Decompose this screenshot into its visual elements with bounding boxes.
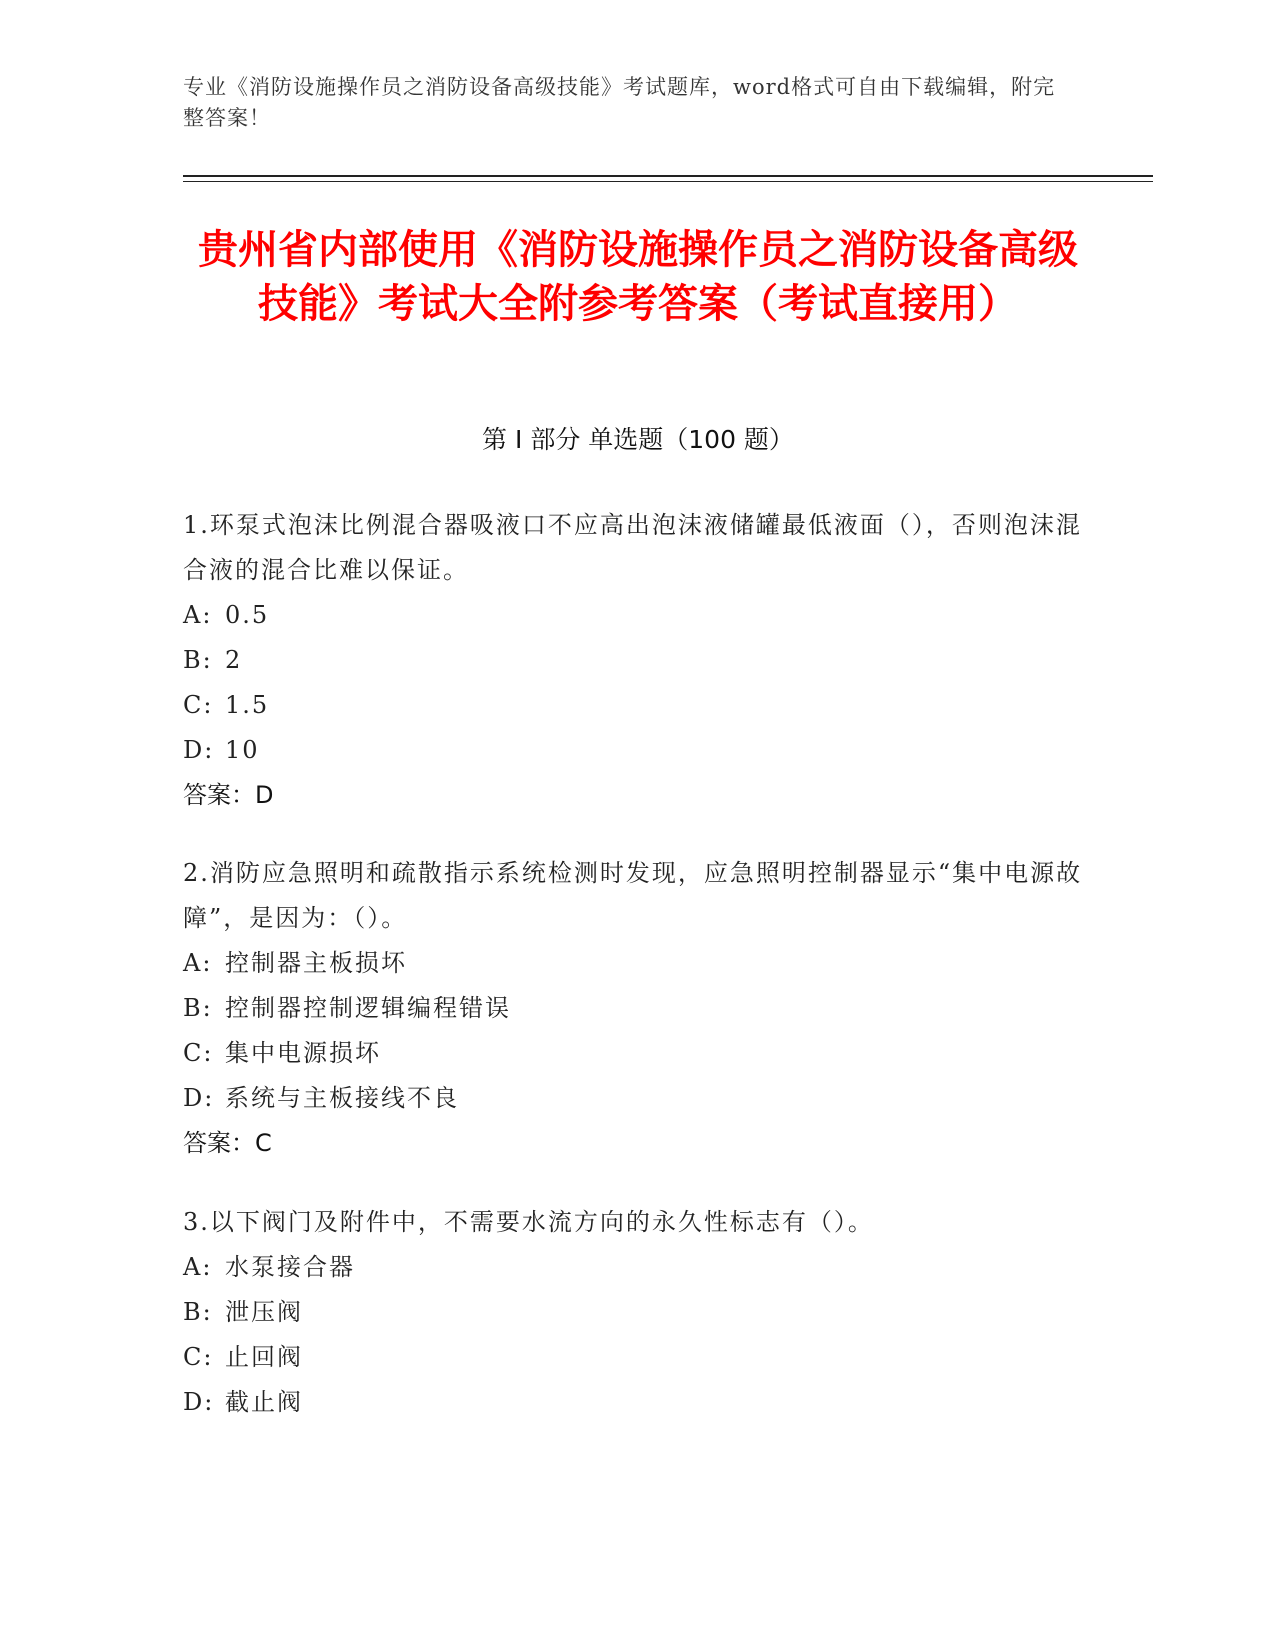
section-heading: 第 I 部分 单选题（100 题） [482, 425, 794, 454]
option-b [183, 986, 1083, 1031]
option-a [183, 593, 1083, 638]
question-stem: 3.以下阀门及附件中，不需要水流方向的永久性标志有（）。 [183, 1208, 874, 1236]
option-a [183, 941, 1083, 986]
option-c [183, 1031, 1083, 1076]
option-d [183, 1076, 1083, 1121]
option-b [183, 1290, 1083, 1335]
option-label: A: [183, 601, 213, 629]
option-text: 泄压阀 [225, 1298, 303, 1326]
option-text: 0.5 [225, 601, 270, 629]
option-label: C: [183, 691, 214, 719]
option-label: A: [183, 1253, 213, 1281]
option-label: D: [183, 1388, 215, 1416]
option-text: 止回阀 [225, 1343, 303, 1371]
option-b [183, 638, 1083, 683]
question-stem: 2.消防应急照明和疏散指示系统检测时发现，应急照明控制器显示“集中电源故障”，是因为：（）。 [183, 859, 1083, 932]
question-2 [183, 851, 1083, 1166]
option-label: C: [183, 1039, 214, 1067]
option-text: 1.5 [225, 691, 270, 719]
option-c [183, 1335, 1083, 1380]
option-d [183, 728, 1083, 773]
option-a [183, 1245, 1083, 1290]
option-d [183, 1380, 1083, 1425]
header-note: 专业《消防设施操作员之消防设备高级技能》考试题库，word格式可自由下载编辑，附完整答案！ [183, 75, 1056, 130]
option-text: 截止阀 [225, 1388, 303, 1416]
option-text: 10 [225, 736, 260, 764]
option-label: B: [183, 646, 213, 674]
option-text: 水泵接合器 [225, 1253, 355, 1281]
option-label: D: [183, 736, 215, 764]
option-label: B: [183, 994, 213, 1022]
option-c [183, 683, 1083, 728]
option-text: 控制器控制逻辑编程错误 [225, 994, 511, 1022]
header-rule-thin [183, 181, 1153, 182]
question-1 [183, 503, 1083, 818]
option-text: 系统与主板接线不良 [225, 1084, 459, 1112]
option-text: 集中电源损坏 [225, 1039, 381, 1067]
document-title: 贵州省内部使用《消防设施操作员之消防设备高级技能》考试大全附参考答案（考试直接用） [198, 227, 1078, 327]
option-label: A: [183, 949, 213, 977]
answer-line: 答案：C [183, 1129, 272, 1157]
header-rule-thick [183, 175, 1153, 177]
question-stem: 1.环泵式泡沫比例混合器吸液口不应高出泡沫液储罐最低液面（），否则泡沫混合液的混合比难以保证。 [183, 511, 1082, 584]
option-text: 控制器主板损坏 [225, 949, 407, 977]
answer-line: 答案：D [183, 781, 274, 809]
option-text: 2 [225, 646, 243, 674]
question-3 [183, 1200, 1083, 1425]
option-label: B: [183, 1298, 213, 1326]
option-label: C: [183, 1343, 214, 1371]
option-label: D: [183, 1084, 215, 1112]
